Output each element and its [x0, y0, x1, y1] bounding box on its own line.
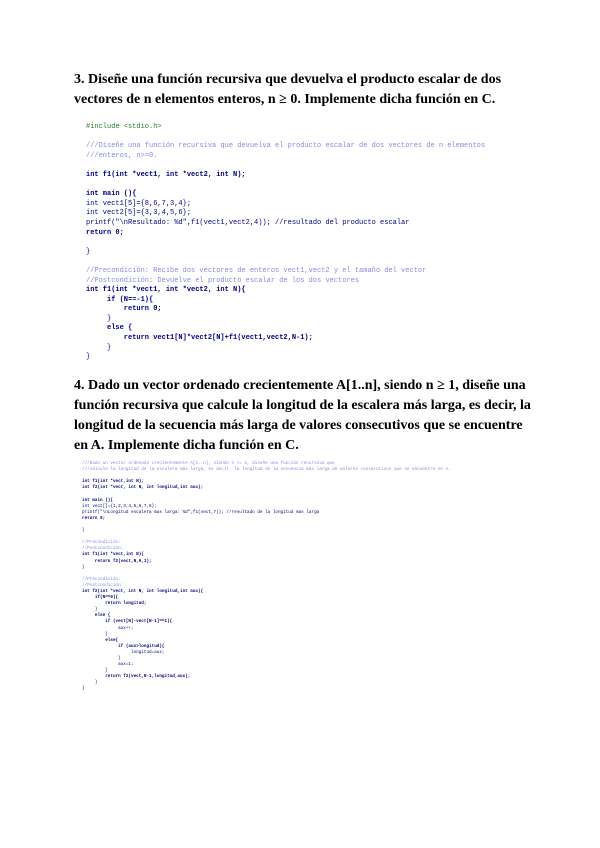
code-line: return 0; [82, 515, 106, 521]
code-line [86, 161, 485, 171]
code-line [86, 133, 485, 143]
code-line: aux++; [82, 625, 134, 631]
code-listing-1 [86, 123, 485, 363]
code-line: int f1(int *vect,int N){ [82, 552, 144, 558]
code-line: return 0; [86, 305, 162, 314]
code-line: #include <stdio.h> [86, 123, 162, 131]
code-line: } [86, 353, 91, 362]
code-line: return vect1[N]*vect2[N]+f1(vect1,vect2,N-1); [86, 334, 313, 343]
code-line: else{ [82, 637, 119, 643]
code-line: longitud=aux; [82, 649, 165, 655]
question-4-title: 4. Dado un vector ordenado crecientemente A[1..n], siendo n ≥ 1, diseñe una función recursiva que calcule la longitud de la escalera más larga, es decir, la longitud de la secuencia más larga de valores consecutivos que se encuentre en A. Implemente dicha función en C. [74, 378, 531, 453]
code-line: int f2(int *vect, int N, int longitud,int aux); [82, 485, 204, 491]
code-line: } [86, 314, 112, 323]
code-line: //Postcondición: Devuelve el producto escalar de los dos vectores [86, 276, 360, 285]
code-line: int vect[]={1,2,3,4,5,6,7,8}; [82, 503, 157, 509]
code-line: else { [82, 613, 111, 619]
code-line: //Postcondición: [82, 546, 124, 552]
code-line: return 0; [86, 228, 124, 237]
code-line: ///calcule la longitud de la escalera más larga, es decir, la longitud de la secuencia más larga de valores consecutivos que se encuentre en A. [82, 467, 451, 473]
code-line: ///enteros, n>=0. [86, 151, 158, 160]
code-line [86, 257, 485, 267]
code-line: return f2(vect,N,0,1); [82, 558, 152, 564]
code-line: int f2(int *vect, int N, int longitud,int aux){ [82, 588, 204, 594]
code-line: if (N==-1){ [86, 295, 154, 304]
code-line: } [82, 668, 108, 674]
code-line: ///Diseñe una función recursiva que devuelva el producto escalar de dos vectores de n elementos [86, 142, 486, 151]
code-line: if(N==0){ [82, 595, 119, 601]
code-line: int f1(int *vect1, int *vect2, int N); [86, 170, 246, 179]
code-line: int f1(int *vect,int N); [82, 479, 144, 485]
code-line: int main (){ [82, 497, 113, 503]
code-line: //Precondición: [82, 540, 121, 546]
code-line: int main (){ [86, 190, 137, 199]
code-line: } [82, 607, 98, 613]
code-line: //Postcondición: [82, 582, 124, 588]
code-line: } [82, 528, 85, 534]
code-line: //Precondición: [82, 576, 121, 582]
code-line [86, 238, 485, 248]
code-line: } [86, 343, 112, 352]
code-line: } [82, 656, 121, 661]
code-listing-2 [82, 461, 451, 693]
code-line: aux=1; [82, 662, 134, 668]
question-3-title: 3. Diseñe una función recursiva que devuelva el producto escalar de dos vectores de n elementos enteros, n ≥ 0. Implemente dicha función en C. [74, 72, 502, 107]
code-line: return longitud; [82, 601, 147, 607]
code-line: if (aux>longitud){ [82, 643, 165, 649]
code-line: return f2(vect,N-1,longitud,aux); [82, 674, 191, 680]
code-line: } [82, 680, 98, 686]
code-line: ///Dado un vector ordenado crecientemente A[1..n], siendo n >= 1, diseñe una función recursiva que [82, 461, 335, 466]
code-line [86, 181, 485, 191]
code-line: } [82, 631, 108, 637]
code-line: } [86, 247, 91, 256]
code-line: else { [86, 324, 133, 333]
code-line: } [82, 686, 85, 692]
code-line: } [82, 564, 85, 570]
code-line: int f1(int *vect1, int *vect2, int N){ [86, 286, 246, 295]
code-line: //Precondición: Recibe dos vectores de enteros vect1,vect2 y el tamaño del vector [86, 266, 427, 275]
code-line: if (vect[N]-vect[N-1]==1){ [82, 619, 173, 625]
code-line: int vect1[5]={8,6,7,3,4}; [86, 199, 192, 208]
code-line: int vect2[5]={3,3,4,5,6}; [86, 209, 192, 218]
code-line: printf("\nLongitud escalera mas larga: %d",f1(vect,7)); //resultado de la longitud mas larga [82, 509, 320, 515]
code-line: printf("\nResultado: %d",f1(vect1,vect2,4)); //resultado del producto escalar [86, 218, 410, 227]
